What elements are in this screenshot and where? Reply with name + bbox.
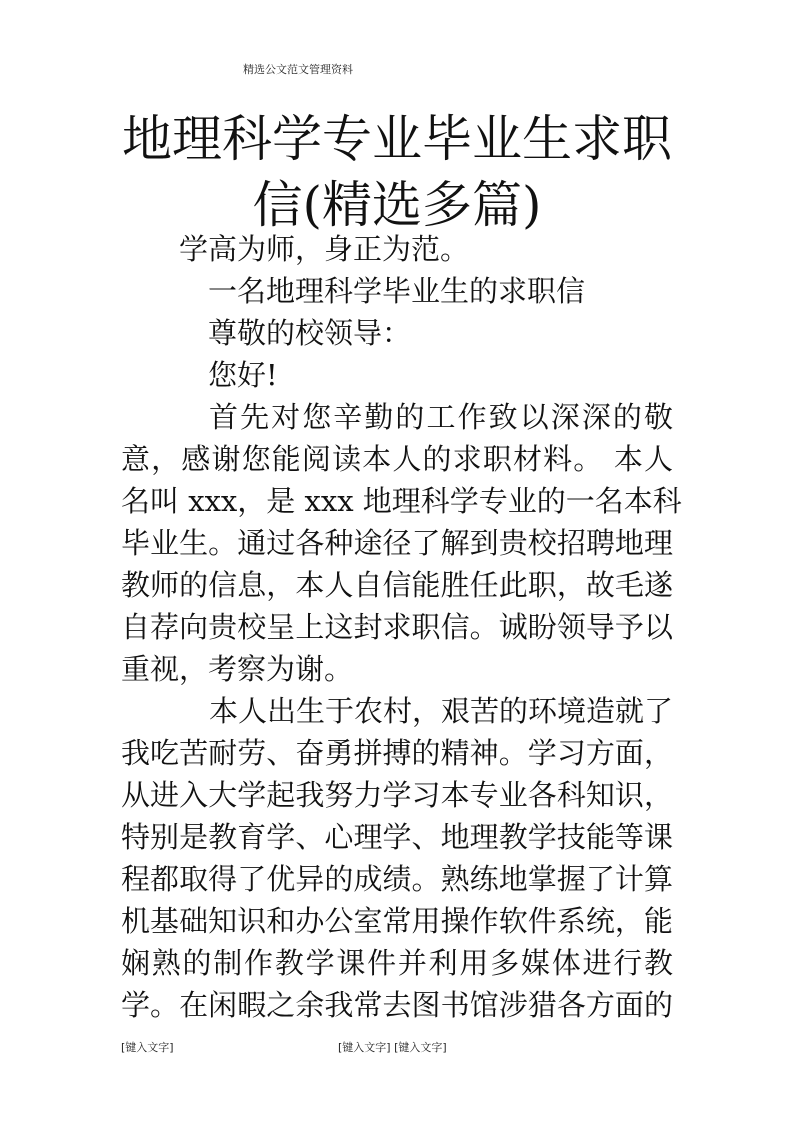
paragraph-line: 程都取得了优异的成绩。熟练地掌握了计算 <box>121 862 673 896</box>
paragraph-line: 我吃苦耐劳、奋勇拼搏的精神。学习方面， <box>121 736 673 770</box>
paragraph-line: 意，感谢您能阅读本人的求职材料。 本人 <box>121 442 673 476</box>
motto: 学高为师，身正为范。 <box>179 232 470 266</box>
paragraph-line: 教师的信息，本人自信能胜任此职，故毛遂 <box>121 568 673 602</box>
paragraph-line: 学。在闲暇之余我常去图书馆涉猎各方面的 <box>121 988 673 1022</box>
paragraph-line: 本人出生于农村，艰苦的环境造就了 <box>209 694 674 728</box>
document-title-line-1: 地理科学专业毕业生求职 <box>122 110 672 168</box>
paragraph-line: 名叫 xxx，是 xxx 地理科学专业的一名本科 <box>121 484 682 518</box>
salutation: 尊敬的校领导： <box>208 316 412 350</box>
paragraph-line: 机基础知识和办公室常用操作软件系统，能 <box>121 904 673 938</box>
paragraph-line: 娴熟的制作教学课件并利用多媒体进行教 <box>121 946 673 980</box>
footer-left: [键入文字] <box>121 1041 174 1054</box>
page-header: 精选公文范文管理资料 <box>243 63 353 76</box>
footer-center: [键入文字] [键入文字] <box>338 1041 447 1054</box>
greeting: 您好! <box>208 358 278 392</box>
paragraph-line: 毕业生。通过各种途径了解到贵校招聘地理 <box>121 526 673 560</box>
paragraph-line: 首先对您辛勤的工作致以深深的敬 <box>209 400 673 434</box>
document-title-line-2: 信(精选多篇) <box>252 176 542 234</box>
paragraph-line: 自荐向贵校呈上这封求职信。诚盼领导予以 <box>121 610 673 644</box>
paragraph-line: 特别是教育学、心理学、地理教学技能等课 <box>121 820 673 854</box>
paragraph-line: 从进入大学起我努力学习本专业各科知识， <box>121 778 673 812</box>
paragraph-line: 重视，考察为谢。 <box>121 652 354 686</box>
letter-subtitle: 一名地理科学毕业生的求职信 <box>208 274 586 308</box>
